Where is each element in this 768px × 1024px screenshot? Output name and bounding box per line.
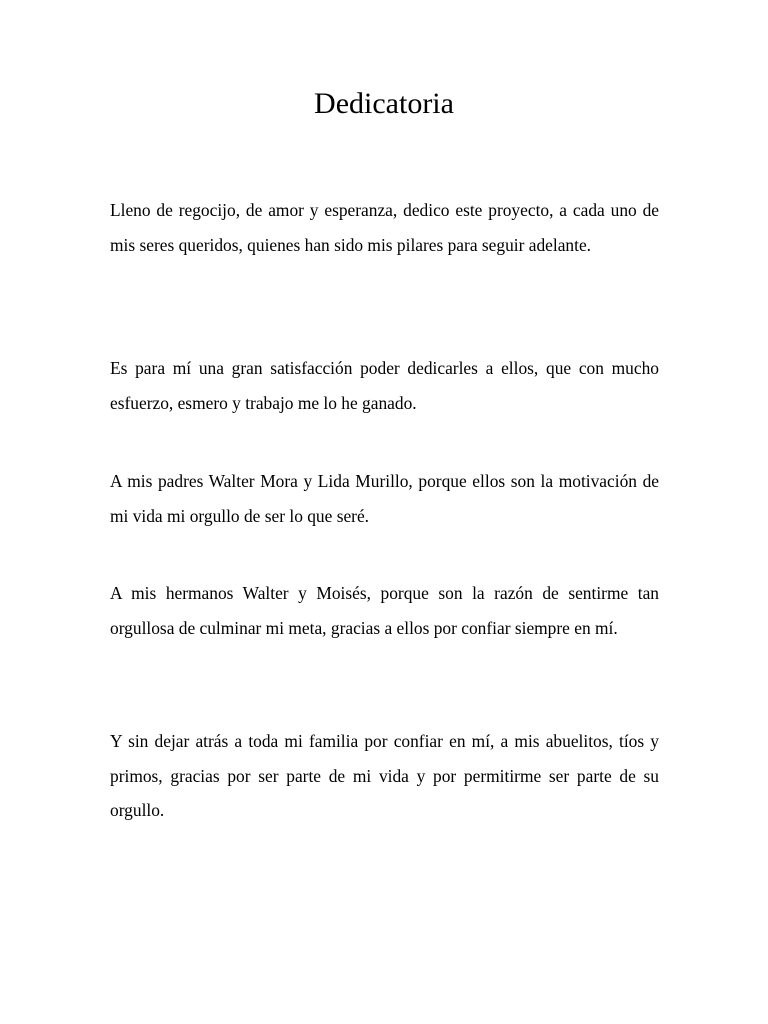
paragraph-3: A mis padres Walter Mora y Lida Murillo, porque ellos son la motivación de mi vida mi orgullo de ser lo que seré. <box>110 471 659 526</box>
paragraph-2: Es para mí una gran satisfacción poder dedicarles a ellos, que con mucho esfuerzo, esmero y trabajo me lo he ganado. <box>110 358 659 413</box>
paragraph-1: Lleno de regocijo, de amor y esperanza, dedico este proyecto, a cada uno de mis seres queridos, quienes han sido mis pilares para seguir adelante. <box>110 200 659 255</box>
page-title: Dedicatoria <box>314 87 454 120</box>
paragraph-4: A mis hermanos Walter y Moisés, porque son la razón de sentirme tan orgullosa de culminar mi meta, gracias a ellos por confiar siempre en mí. <box>110 583 659 638</box>
paragraph-5: Y sin dejar atrás a toda mi familia por confiar en mí, a mis abuelitos, tíos y primos, gracias por ser parte de mi vida y por permitirme ser parte de su orgullo. <box>110 731 659 820</box>
